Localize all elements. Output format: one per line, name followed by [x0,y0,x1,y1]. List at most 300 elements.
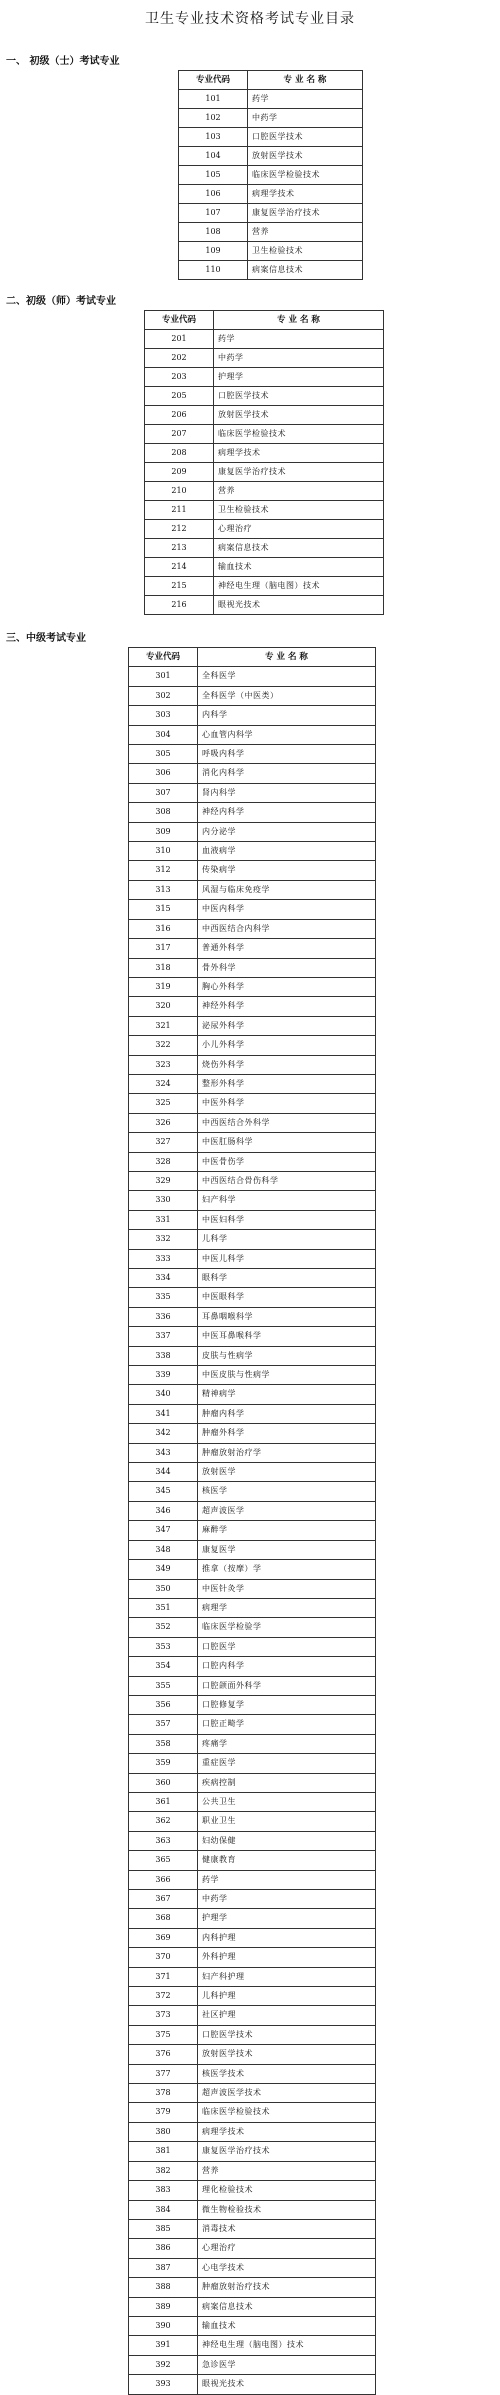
specialty-name: 神经外科学 [198,997,376,1016]
specialty-code: 363 [129,1831,198,1850]
specialty-code: 385 [129,2219,198,2238]
specialty-name: 药学 [214,330,384,349]
specialty-code: 358 [129,1734,198,1753]
table-row [129,2355,376,2374]
specialty-code: 339 [129,1366,198,1385]
specialty-name: 普通外科学 [198,939,376,958]
column-header-name: 专 业 名 称 [198,648,376,667]
specialty-name: 心电学技术 [198,2258,376,2277]
specialty-name: 病案信息技术 [214,539,384,558]
specialty-name: 心理治疗 [198,2239,376,2258]
specialty-name: 临床医学检验技术 [214,425,384,444]
table-row [179,166,363,185]
specialty-code: 322 [129,1036,198,1055]
specialty-name: 口腔内科学 [198,1657,376,1676]
specialty-code: 337 [129,1327,198,1346]
specialty-table [128,647,376,2395]
specialty-code: 209 [145,463,214,482]
specialty-name: 中药学 [214,349,384,368]
specialty-name: 中西医结合外科学 [198,1113,376,1132]
specialty-code: 315 [129,900,198,919]
specialty-name: 放射医学技术 [214,406,384,425]
specialty-name: 内科护理 [198,1928,376,1947]
table-row [179,223,363,242]
table-row [129,1288,376,1307]
specialty-code: 392 [129,2355,198,2374]
specialty-code: 370 [129,1948,198,1967]
specialty-name: 妇产科学 [198,1191,376,1210]
specialty-name: 消化内科学 [198,764,376,783]
specialty-name: 护理学 [198,1909,376,1928]
specialty-code: 302 [129,686,198,705]
specialty-name: 超声波医学技术 [198,2084,376,2103]
table-row [129,1501,376,1520]
specialty-name: 药学 [248,90,363,109]
table-row [129,1113,376,1132]
specialty-code: 347 [129,1521,198,1540]
specialty-code: 360 [129,1773,198,1792]
table-row [129,706,376,725]
table-row [179,90,363,109]
table-row [129,1171,376,1190]
specialty-code: 306 [129,764,198,783]
specialty-code: 371 [129,1967,198,1986]
table-row [129,977,376,996]
table-row [129,1521,376,1540]
specialty-code: 349 [129,1560,198,1579]
specialty-name: 神经内科学 [198,803,376,822]
specialty-name: 重症医学 [198,1754,376,1773]
specialty-code: 389 [129,2297,198,2316]
table-row [129,1463,376,1482]
specialty-name: 中医肛肠科学 [198,1133,376,1152]
specialty-code: 206 [145,406,214,425]
specialty-code: 334 [129,1269,198,1288]
specialty-code: 207 [145,425,214,444]
specialty-code: 357 [129,1715,198,1734]
table-row [129,1987,376,2006]
table-row [129,1890,376,1909]
table-row [129,1036,376,1055]
specialty-name: 肾内科学 [198,783,376,802]
specialty-code: 106 [179,185,248,204]
specialty-code: 352 [129,1618,198,1637]
table-row [129,1055,376,1074]
table-row [129,1948,376,1967]
specialty-code: 332 [129,1230,198,1249]
specialty-name: 心血管内科学 [198,725,376,744]
specialty-code: 329 [129,1171,198,1190]
table-row [129,1307,376,1326]
specialty-name: 放射医学技术 [248,147,363,166]
table-row [129,842,376,861]
specialty-code: 330 [129,1191,198,1210]
specialty-code: 354 [129,1657,198,1676]
table-row [129,1385,376,1404]
specialty-code: 386 [129,2239,198,2258]
specialty-name: 口腔医学技术 [214,387,384,406]
specialty-code: 202 [145,349,214,368]
specialty-name: 中西医结合骨伤科学 [198,1171,376,1190]
section-heading: 三、中级考试专业 [6,633,86,644]
specialty-name: 护理学 [214,368,384,387]
table-row [129,1695,376,1714]
table-row [129,2122,376,2141]
specialty-name: 肿瘤外科学 [198,1424,376,1443]
table-row [129,1851,376,1870]
specialty-name: 风湿与临床免疫学 [198,880,376,899]
specialty-name: 中药学 [198,1890,376,1909]
specialty-code: 346 [129,1501,198,1520]
specialty-name: 疾病控制 [198,1773,376,1792]
table-row [129,2103,376,2122]
specialty-code: 343 [129,1443,198,1462]
specialty-code: 369 [129,1928,198,1947]
column-header-code: 专业代码 [145,311,214,330]
table-row [129,1424,376,1443]
specialty-name: 临床医学检验技术 [248,166,363,185]
specialty-code: 308 [129,803,198,822]
table-row [129,2258,376,2277]
specialty-code: 344 [129,1463,198,1482]
specialty-name: 输血技术 [214,558,384,577]
specialty-name: 临床医学检验学 [198,1618,376,1637]
specialty-name: 烧伤外科学 [198,1055,376,1074]
table-row [129,2025,376,2044]
table-row [129,1967,376,1986]
specialty-name: 输血技术 [198,2316,376,2335]
table-row [129,2297,376,2316]
table-row [129,1754,376,1773]
page-title: 卫生专业技术资格考试专业目录 [145,11,355,27]
specialty-name: 全科医学 [198,667,376,686]
specialty-code: 391 [129,2336,198,2355]
specialty-name: 社区护理 [198,2006,376,2025]
table-row [145,330,384,349]
specialty-name: 卫生检验技术 [248,242,363,261]
specialty-code: 384 [129,2200,198,2219]
specialty-name: 超声波医学 [198,1501,376,1520]
table-row [129,1482,376,1501]
table-row [129,1443,376,1462]
specialty-code: 355 [129,1676,198,1695]
specialty-code: 393 [129,2375,198,2394]
section-junior-shi [0,54,500,280]
table-row [129,2219,376,2238]
specialty-name: 口腔医学 [198,1637,376,1656]
table-row [129,1327,376,1346]
table-row [129,2336,376,2355]
specialty-code: 350 [129,1579,198,1598]
specialty-code: 105 [179,166,248,185]
table-row [129,1404,376,1423]
table-row [145,349,384,368]
specialty-name: 泌尿外科学 [198,1016,376,1035]
specialty-name: 消毒技术 [198,2219,376,2238]
table-row [129,1618,376,1637]
section-heading: 二、初级（师）考试专业 [6,296,116,307]
specialty-name: 卫生检验技术 [214,501,384,520]
specialty-code: 323 [129,1055,198,1074]
table-row [129,2181,376,2200]
table-row [129,1928,376,1947]
specialty-code: 361 [129,1792,198,1811]
table-row [145,444,384,463]
specialty-name: 康复医学治疗技术 [214,463,384,482]
table-row [145,387,384,406]
specialty-name: 外科护理 [198,1948,376,1967]
specialty-name: 耳鼻咽喉科学 [198,1307,376,1326]
specialty-code: 378 [129,2084,198,2103]
specialty-code: 331 [129,1210,198,1229]
table-header-row [129,648,376,667]
table-row [179,204,363,223]
table-row [129,1366,376,1385]
specialty-code: 338 [129,1346,198,1365]
table-row [179,109,363,128]
table-row [129,1191,376,1210]
table-row [129,1210,376,1229]
specialty-code: 325 [129,1094,198,1113]
specialty-name: 妇产科护理 [198,1967,376,1986]
specialty-name: 口腔颌面外科学 [198,1676,376,1695]
specialty-code: 201 [145,330,214,349]
table-row [145,539,384,558]
specialty-code: 345 [129,1482,198,1501]
specialty-name: 皮肤与性病学 [198,1346,376,1365]
table-header-row [145,311,384,330]
table-row [129,2375,376,2394]
specialty-name: 呼吸内科学 [198,745,376,764]
specialty-code: 321 [129,1016,198,1035]
specialty-name: 营养 [248,223,363,242]
table-row [129,1094,376,1113]
specialty-code: 205 [145,387,214,406]
specialty-name: 核医学技术 [198,2064,376,2083]
specialty-code: 381 [129,2142,198,2161]
specialty-code: 362 [129,1812,198,1831]
specialty-code: 380 [129,2122,198,2141]
specialty-code: 327 [129,1133,198,1152]
table-row [145,482,384,501]
specialty-code: 103 [179,128,248,147]
specialty-code: 316 [129,919,198,938]
table-row [129,1773,376,1792]
table-row [129,2316,376,2335]
specialty-name: 儿科护理 [198,1987,376,2006]
specialty-code: 104 [179,147,248,166]
specialty-code: 211 [145,501,214,520]
column-header-code: 专业代码 [129,648,198,667]
section-intermediate [0,631,500,2395]
table-row [129,1637,376,1656]
specialty-name: 全科医学（中医类） [198,686,376,705]
specialty-table [144,310,384,615]
specialty-name: 眼视光技术 [198,2375,376,2394]
table-row [129,1249,376,1268]
specialty-code: 333 [129,1249,198,1268]
specialty-code: 313 [129,880,198,899]
table-row [129,1909,376,1928]
specialty-code: 372 [129,1987,198,2006]
table-row [129,822,376,841]
specialty-code: 213 [145,539,214,558]
table-row [129,686,376,705]
specialty-name: 骨外科学 [198,958,376,977]
table-row [179,185,363,204]
specialty-code: 215 [145,577,214,596]
table-row [129,764,376,783]
specialty-code: 375 [129,2025,198,2044]
column-header-name: 专 业 名 称 [248,71,363,90]
specialty-code: 319 [129,977,198,996]
specialty-code: 326 [129,1113,198,1132]
table-row [129,1074,376,1093]
specialty-name: 肿瘤放射治疗技术 [198,2278,376,2297]
table-row [145,406,384,425]
specialty-code: 383 [129,2181,198,2200]
table-row [129,1346,376,1365]
specialty-code: 368 [129,1909,198,1928]
specialty-name: 眼视光技术 [214,596,384,615]
specialty-name: 中医妇科学 [198,1210,376,1229]
specialty-code: 203 [145,368,214,387]
specialty-name: 临床医学检验技术 [198,2103,376,2122]
table-row [129,1715,376,1734]
table-row [129,939,376,958]
table-row [129,1598,376,1617]
specialty-name: 放射医学技术 [198,2045,376,2064]
specialty-name: 放射医学 [198,1463,376,1482]
specialty-name: 胸心外科学 [198,977,376,996]
table-row [179,242,363,261]
specialty-name: 内科学 [198,706,376,725]
table-row [129,2200,376,2219]
specialty-name: 病理学 [198,1598,376,1617]
table-row [179,128,363,147]
specialty-name: 口腔医学技术 [248,128,363,147]
table-row [129,958,376,977]
specialty-code: 379 [129,2103,198,2122]
table-row [129,997,376,1016]
specialty-code: 366 [129,1870,198,1889]
table-row [129,725,376,744]
specialty-name: 中医针灸学 [198,1579,376,1598]
specialty-name: 中药学 [248,109,363,128]
specialty-name: 中医儿科学 [198,1249,376,1268]
specialty-name: 神经电生理（脑电图）技术 [198,2336,376,2355]
specialty-code: 307 [129,783,198,802]
table-row [145,368,384,387]
specialty-name: 口腔修复学 [198,1695,376,1714]
specialty-code: 216 [145,596,214,615]
table-row [145,558,384,577]
specialty-code: 304 [129,725,198,744]
specialty-code: 318 [129,958,198,977]
table-row [129,1657,376,1676]
specialty-name: 精神病学 [198,1385,376,1404]
specialty-code: 341 [129,1404,198,1423]
specialty-code: 101 [179,90,248,109]
table-row [129,667,376,686]
table-row [145,463,384,482]
specialty-code: 348 [129,1540,198,1559]
specialty-code: 108 [179,223,248,242]
table-row [129,1812,376,1831]
specialty-name: 药学 [198,1870,376,1889]
specialty-code: 382 [129,2161,198,2180]
table-row [129,2142,376,2161]
specialty-name: 中医耳鼻喉科学 [198,1327,376,1346]
specialty-code: 109 [179,242,248,261]
specialty-name: 整形外科学 [198,1074,376,1093]
table-row [129,1734,376,1753]
table-header-row [179,71,363,90]
specialty-name: 病案信息技术 [198,2297,376,2316]
specialty-code: 335 [129,1288,198,1307]
table-row [129,2278,376,2297]
table-row [129,1133,376,1152]
specialty-name: 康复医学治疗技术 [248,204,363,223]
table-row [129,783,376,802]
table-row [129,1016,376,1035]
table-row [145,520,384,539]
table-row [129,2045,376,2064]
specialty-code: 102 [179,109,248,128]
specialty-code: 212 [145,520,214,539]
specialty-code: 356 [129,1695,198,1714]
table-row [145,425,384,444]
specialty-name: 疼痛学 [198,1734,376,1753]
specialty-name: 核医学 [198,1482,376,1501]
specialty-name: 中医骨伤学 [198,1152,376,1171]
specialty-name: 中医皮肤与性病学 [198,1366,376,1385]
specialty-code: 388 [129,2278,198,2297]
table-row [129,745,376,764]
column-header-code: 专业代码 [179,71,248,90]
specialty-code: 377 [129,2064,198,2083]
specialty-name: 心理治疗 [214,520,384,539]
table-row [129,919,376,938]
specialty-name: 传染病学 [198,861,376,880]
specialty-name: 血液病学 [198,842,376,861]
section-heading: 一、 初级（士）考试专业 [6,56,120,67]
specialty-code: 305 [129,745,198,764]
specialty-name: 中医内科学 [198,900,376,919]
specialty-code: 303 [129,706,198,725]
table-row [129,1870,376,1889]
specialty-name: 公共卫生 [198,1792,376,1811]
specialty-code: 310 [129,842,198,861]
table-row [129,2161,376,2180]
specialty-name: 理化检验技术 [198,2181,376,2200]
specialty-name: 微生物检验技术 [198,2200,376,2219]
table-row [129,2064,376,2083]
specialty-name: 职业卫生 [198,1812,376,1831]
specialty-name: 肿瘤内科学 [198,1404,376,1423]
specialty-code: 367 [129,1890,198,1909]
specialty-code: 324 [129,1074,198,1093]
specialty-name: 中西医结合内科学 [198,919,376,938]
specialty-name: 口腔医学技术 [198,2025,376,2044]
specialty-name: 营养 [214,482,384,501]
specialty-code: 376 [129,2045,198,2064]
specialty-code: 317 [129,939,198,958]
specialty-code: 342 [129,1424,198,1443]
specialty-name: 神经电生理（脑电图）技术 [214,577,384,596]
specialty-name: 眼科学 [198,1269,376,1288]
table-row [129,1831,376,1850]
